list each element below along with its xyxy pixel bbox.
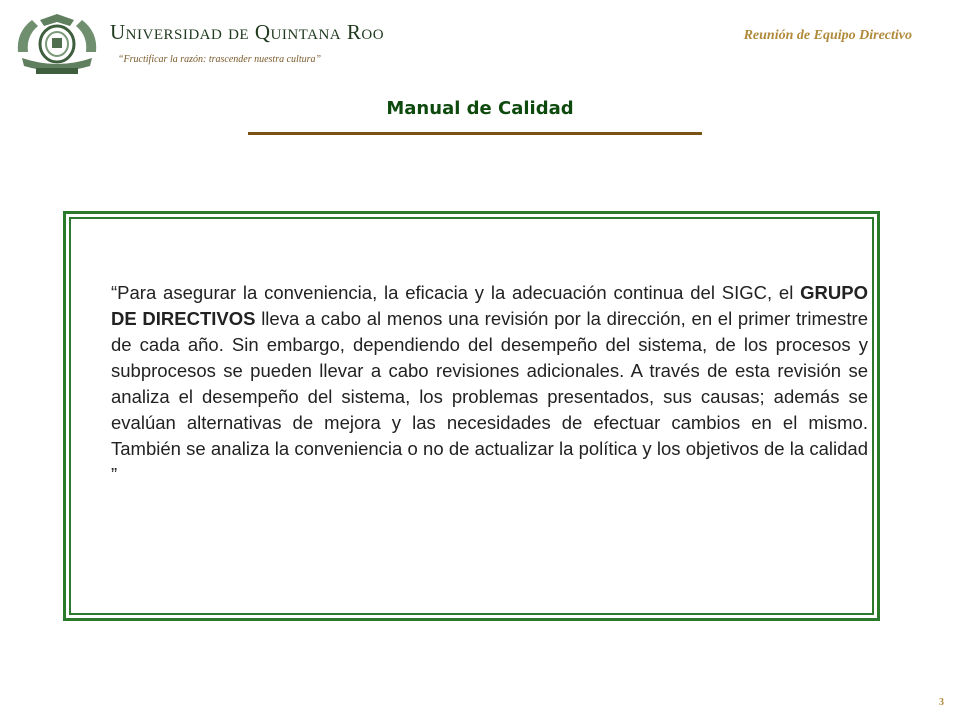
meeting-label: Reunión de Equipo Directivo: [743, 28, 912, 43]
quality-manual-quote: [111, 280, 868, 488]
quote-emphasis: GRUPO DE DIRECTIVOS: [111, 282, 868, 329]
title-underline: [248, 132, 702, 135]
university-name: Universidad de Quintana Roo: [110, 20, 385, 44]
page-number: 3: [939, 697, 944, 708]
quote-text-end: lleva a cabo al menos una revisión por la dirección, en el primer trimestre de cada año. Sin embargo, dependiendo del desempeño del sistema, de los procesos y subprocesos se pueden llevar a cabo revisiones adicionales. A través de esta revisión se analiza el desempeño del sistema, los problemas presentados, sus causas; además se evalúan alternativas de mejora y las necesidades de efectuar cambios en el mismo. También se analiza la conveniencia o no de actualizar la política y los objetivos de la calidad ”: [111, 308, 868, 485]
quote-text-start: “Para asegurar la conveniencia, la eficacia y la adecuación continua del SIGC, el: [111, 282, 801, 303]
university-seal-logo: [14, 12, 100, 78]
university-motto: “Fructificar la razón: trascender nuestra cultura”: [118, 54, 322, 65]
slide-title: Manual de Calidad: [386, 98, 574, 119]
